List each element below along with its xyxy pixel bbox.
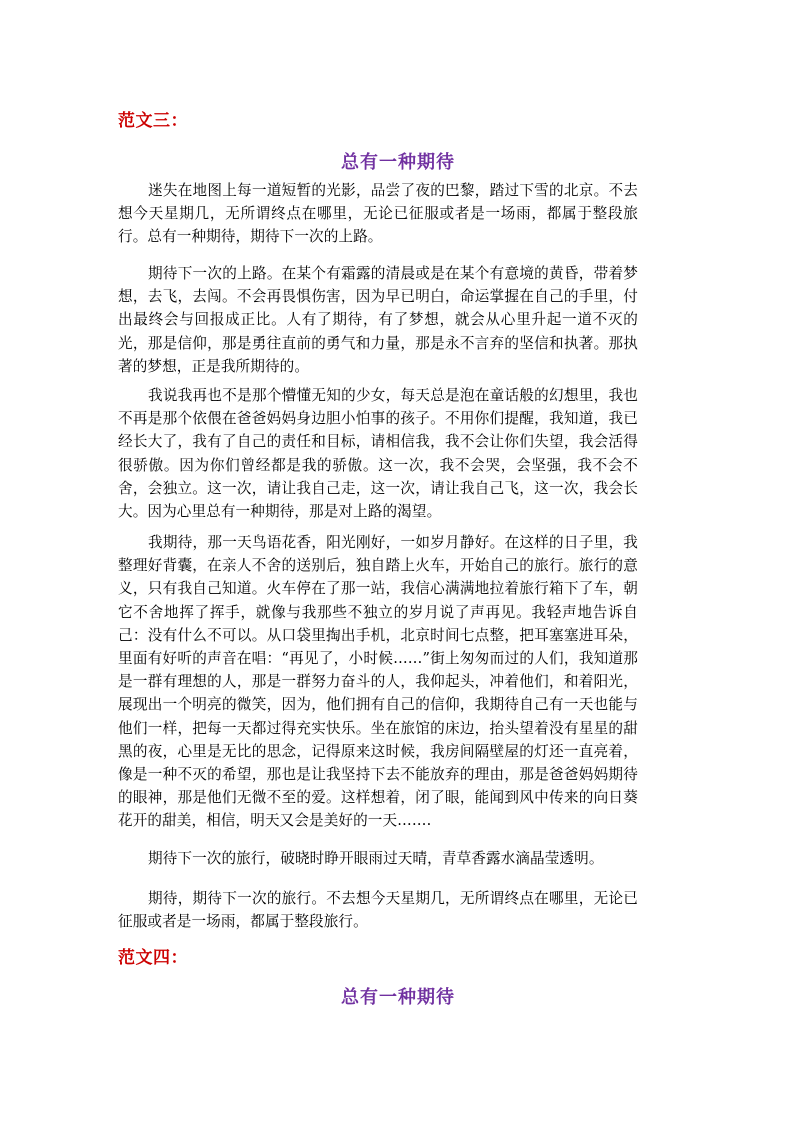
essay-title: 总有一种期待 xyxy=(341,152,455,173)
essay-paragraph: 期待下一次的旅行，破晓时睁开眼雨过天晴，青草香露水滴晶莹透明。 xyxy=(148,850,604,867)
essay-paragraph: 期待下一次的上路。在某个有霜露的清晨或是在某个有意境的黄昏，带着梦想，去飞，去闯。不会再畏惧伤害，因为早已明白，命运掌握在自己的手里，付出最终会与回报成正比。人有了期待，有了梦想，就会从心里升起一道不灭的光，那是信仰，那是勇往直前的勇气和力量，那是永不言弃的坚信和执著。那执著的梦想，正是我所期待的。 xyxy=(118,265,638,375)
essay-paragraph: 期待，期待下一次的旅行。不去想今天星期几，无所谓终点在哪里，无论已征服或者是一场雨，都属于整段旅行。 xyxy=(118,890,638,931)
essay-paragraph: 我期待，那一天鸟语花香，阳光刚好，一如岁月静好。在这样的日子里，我整理好背囊，在亲人不舍的送别后，独自踏上火车，开始自己的旅行。旅行的意义，只有我自己知道。火车停在了那一站，我信心满满地拉着旅行箱下了车，朝它不舍地挥了挥手，就像与我那些不独立的岁月说了声再见。我轻声地告诉自己：没有什么不可以。从口袋里掏出手机，北京时间七点整，把耳塞塞进耳朵，里面有好听的声音在唱：“再见了，小时候……”街上匆匆而过的人们，我知道那是一群有理想的人，那是一群努力奋斗的人，我仰起头，冲着他们，和着阳光，展现出一个明亮的微笑，因为，他们拥有自己的信仰，我期待自己有一天也能与他们一样，把每一天都过得充实快乐。坐在旅馆的床边，抬头望着没有星星的甜黑的夜，心里是无比的思念，记得原来这时候，我房间隔壁屋的灯还一直亮着，像是一种不灭的希望，那也是让我坚持下去不能放弃的理由，那是爸爸妈妈期待的眼神，那是他们无微不至的爱。这样想着，闭了眼，能闻到风中传来的向日葵花开的甜美，相信，明天又会是美好的一天……. xyxy=(118,534,638,830)
essay-paragraph: 我说我再也不是那个懵懂无知的少女，每天总是泡在童话般的幻想里，我也不再是那个依偎在爸爸妈妈身边胆小怕事的孩子。不用你们提醒，我知道，我已经长大了，我有了自己的责任和目标，请相信我，我不会让你们失望，我会活得很骄傲。因为你们曾经都是我的骄傲。这一次，我不会哭，会坚强，我不会不舍，会独立。这一次，请让我自己走，这一次，请让我自己飞，这一次，我会长大。因为心里总有一种期待，那是对上路的渴望。 xyxy=(118,387,638,521)
essay-paragraph: 迷失在地图上每一道短暂的光影，品尝了夜的巴黎，踏过下雪的北京。不去想今天星期几，无所谓终点在哪里，无论已征服或者是一场雨，都属于整段旅行。总有一种期待，期待下一次的上路。 xyxy=(118,182,638,246)
essay-title: 总有一种期待 xyxy=(341,987,455,1008)
section-heading: 范文三： xyxy=(118,111,188,131)
section-heading: 范文四： xyxy=(118,948,188,968)
